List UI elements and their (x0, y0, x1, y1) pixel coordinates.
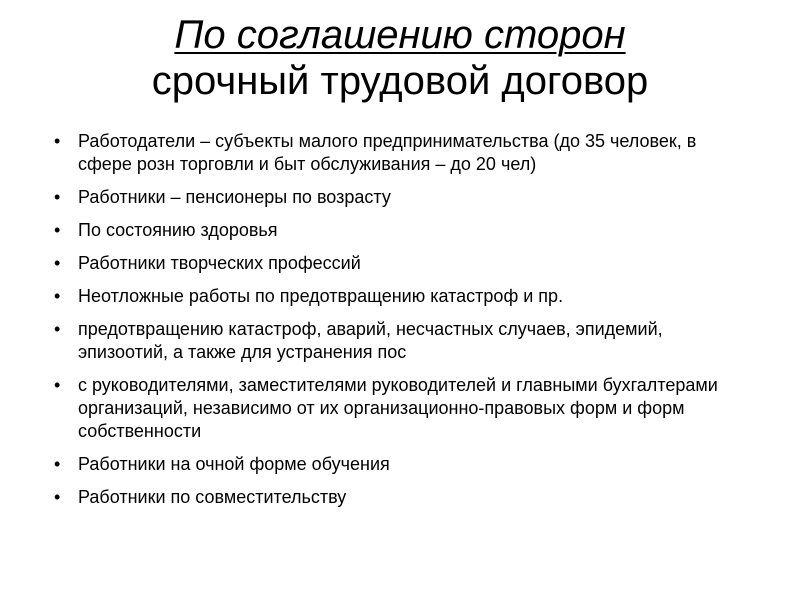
bullet-item (52, 453, 752, 476)
bullet-item (52, 486, 752, 509)
bullet-item (52, 285, 752, 308)
bullet-dot-icon: • (54, 319, 61, 339)
bullet-text: Неотложные работы по предотвращению катастроф и пр. (78, 286, 564, 306)
title-line-1: По соглашению сторон (174, 13, 626, 57)
bullet-list (52, 130, 752, 519)
bullet-text: По состоянию здоровья (78, 220, 278, 240)
title-line-2: срочный трудовой договор (151, 59, 649, 103)
bullet-item (52, 186, 752, 209)
bullet-text: Работники – пенсионеры по возрасту (78, 187, 391, 207)
bullet-item (52, 130, 752, 176)
bullet-text: Работодатели – субъекты малого предпринимательства (до 35 человек, в сфере розн торговли и быт обслуживания – до 20 чел) (78, 131, 697, 174)
bullet-dot-icon: • (54, 375, 61, 395)
bullet-item (52, 374, 752, 443)
bullet-item (52, 318, 752, 364)
bullet-dot-icon: • (54, 131, 61, 151)
bullet-dot-icon: • (54, 253, 61, 273)
bullet-text: Работники по совместительству (78, 487, 347, 507)
bullet-dot-icon: • (54, 187, 61, 207)
bullet-text: Работники творческих профессий (78, 253, 361, 273)
slide-title (0, 12, 800, 104)
bullet-item (52, 219, 752, 242)
bullet-dot-icon: • (54, 454, 61, 474)
bullet-text: с руководителями, заместителями руководителей и главными бухгалтерами организаций, независимо от их организационно-правовых форм и форм собственности (78, 375, 718, 441)
bullet-text: предотвращению катастроф, аварий, несчастных случаев, эпидемий, эпизоотий, а также для устранения пос (78, 319, 663, 362)
bullet-text: Работники на очной форме обучения (78, 454, 390, 474)
bullet-dot-icon: • (54, 487, 61, 507)
bullet-dot-icon: • (54, 286, 61, 306)
bullet-item (52, 252, 752, 275)
bullet-dot-icon: • (54, 220, 61, 240)
